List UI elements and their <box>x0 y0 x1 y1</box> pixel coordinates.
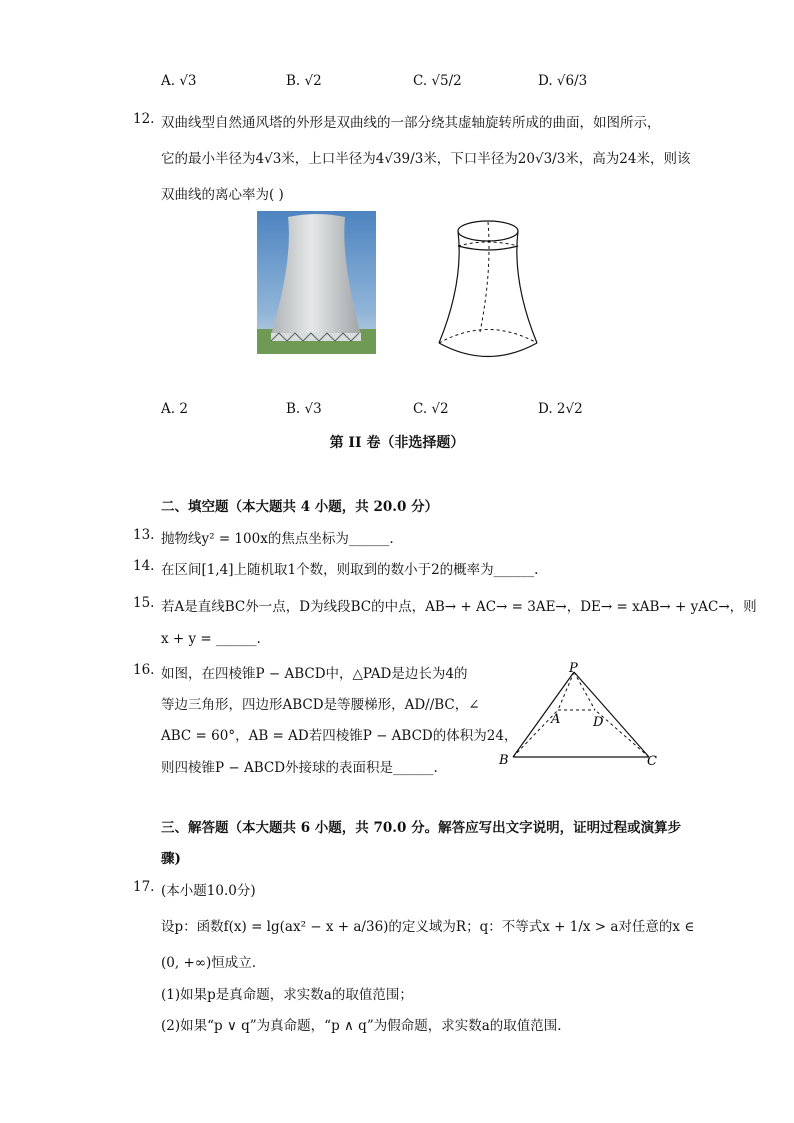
q16-line4: 则四棱锥P − ABCD外接球的表面积是______. <box>161 760 438 776</box>
q15-number: 15. <box>133 595 155 611</box>
label-p: P <box>569 661 578 676</box>
section3-line2: 骤) <box>161 851 181 867</box>
label-c: C <box>647 754 657 769</box>
q12-option-a: A. 2 <box>161 401 188 417</box>
section2-title: 二、填空题（本大题共 4 小题，共 20.0 分） <box>161 499 439 515</box>
label-d: D <box>593 715 604 730</box>
q13-number: 13. <box>133 527 155 543</box>
q13-text: 抛物线y² = 100x的焦点坐标为______. <box>161 531 394 547</box>
q14-text: 在区间[1,4]上随机取1个数，则取到的数小于2的概率为______. <box>161 562 539 578</box>
q16-line3: ABC = 60°，AB = AD若四棱锥P − ABCD的体积为24， <box>161 728 518 744</box>
q12-line3: 双曲线的离心率为( ) <box>161 187 284 203</box>
q12-line2: 它的最小半径为4√3米，上口半径为4√39/3米，下口半径为20√3/3米，高为24米，则该 <box>161 151 691 167</box>
q15-line1: 若A是直线BC外一点，D为线段BC的中点，AB→ + AC→ = 3AE→，DE→ = xAB→ + yAC→，则 <box>161 599 757 615</box>
q15-line2: x + y = ______. <box>161 631 261 647</box>
q17-part1: (1)如果p是真命题，求实数a的取值范围； <box>161 987 413 1003</box>
part2-title: 第 II 卷（非选择题） <box>329 435 465 451</box>
q12-line1: 双曲线型自然通风塔的外形是双曲线的一部分绕其虚轴旋转所成的曲面，如图所示， <box>161 115 661 131</box>
q16-line2: 等边三角形，四边形ABCD是等腰梯形，AD//BC，∠ <box>161 697 480 713</box>
pyramid-diagram <box>495 660 665 772</box>
q11-option-d: D. √6/3 <box>538 73 588 89</box>
q11-option-c: C. √5/2 <box>413 73 462 89</box>
label-b: B <box>499 753 509 768</box>
q11-option-b: B. √2 <box>286 73 322 89</box>
q16-line1: 如图，在四棱锥P − ABCD中，△PAD是边长为4的 <box>161 666 468 682</box>
q17-part2: (2)如果“p ∨ q”为真命题，“p ∧ q”为假命题，求实数a的取值范围. <box>161 1018 562 1034</box>
q17-line1: 设p：函数f(x) = lg(ax² − x + a/36)的定义域为R；q：不等式x + 1/x > a对任意的x ∈ <box>161 919 695 935</box>
q17-line2: (0, +∞)恒成立. <box>161 955 257 971</box>
q14-number: 14. <box>133 558 155 574</box>
q12-option-c: C. √2 <box>413 401 449 417</box>
q12-option-b: B. √3 <box>286 401 322 417</box>
q12-number: 12. <box>133 111 155 127</box>
section3-line1: 三、解答题（本大题共 6 小题，共 70.0 分。解答应写出文字说明，证明过程或演算步 <box>161 820 682 836</box>
q17-number: 17. <box>133 879 155 895</box>
hyperboloid-diagram <box>434 212 544 362</box>
q11-option-a: A. √3 <box>161 73 197 89</box>
q16-number: 16. <box>133 662 155 678</box>
q12-option-d: D. 2√2 <box>538 401 583 417</box>
cooling-tower-photo <box>257 211 376 354</box>
q17-score: (本小题10.0分) <box>161 883 256 899</box>
label-a: A <box>551 712 561 727</box>
